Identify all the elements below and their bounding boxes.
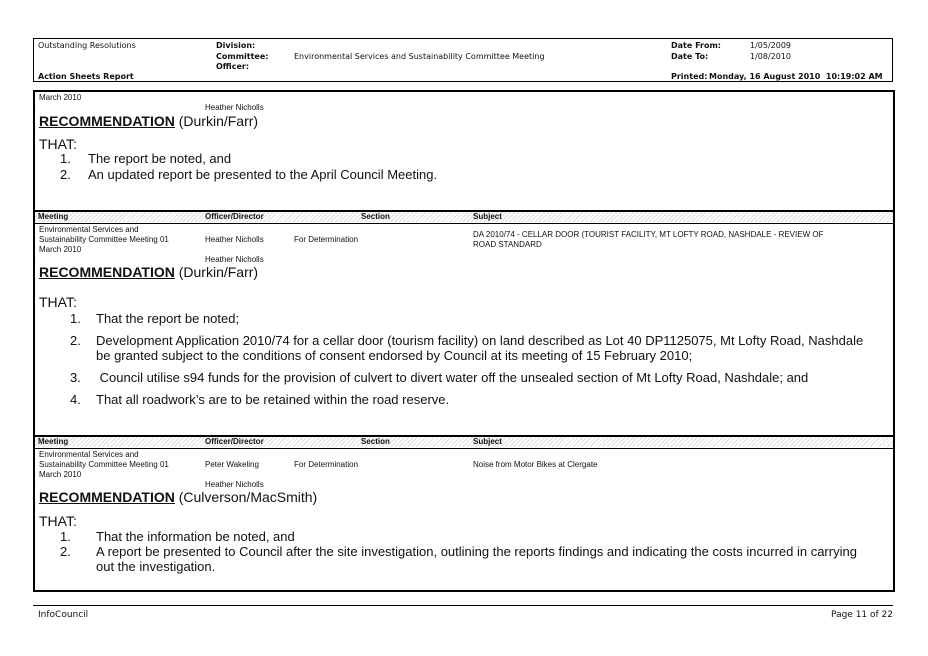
record3-rec-movers: (Culverson/MacSmith) xyxy=(178,489,318,505)
record2-meeting-l2: Sustainability Committee Meeting 01 xyxy=(39,235,169,244)
date-to-label: Date To: xyxy=(671,52,709,61)
record3-officer: Peter Wakeling xyxy=(205,460,259,469)
committee-label: Committee: xyxy=(216,52,269,61)
col-meeting: Meeting xyxy=(38,437,69,446)
col-meeting: Meeting xyxy=(38,212,69,221)
record2-officer: Heather Nicholls xyxy=(205,235,264,244)
record1-item-num: 2. xyxy=(60,167,71,182)
page-number: Page 11 of 22 xyxy=(831,610,893,620)
record3-subject: Noise from Motor Bikes at Clergate xyxy=(473,460,598,469)
printed-label: Printed: xyxy=(671,72,708,81)
record2-item-text: Development Application 2010/74 for a cellar door (tourism facility) on land described as Lot 40 DP1125075, Mt Lofty Road, Nashdale xyxy=(96,333,864,348)
col-officer: Officer/Director xyxy=(205,212,264,221)
record1-rec-movers: (Durkin/Farr) xyxy=(178,113,259,129)
report-subtitle: Action Sheets Report xyxy=(38,72,134,81)
record3-director: Heather Nicholls xyxy=(205,480,264,489)
record2-that: THAT: xyxy=(39,294,77,310)
record2-item-num: 4. xyxy=(70,392,81,407)
footer-left: InfoCouncil xyxy=(38,610,89,620)
record3-meeting-l2: Sustainability Committee Meeting 01 xyxy=(39,460,169,469)
record3-meeting-l3: March 2010 xyxy=(39,470,82,479)
col-section: Section xyxy=(361,437,390,446)
record3-rec-title: RECOMMENDATION xyxy=(39,489,175,505)
record2-item-num: 2. xyxy=(70,333,81,348)
date-to-value: 1/08/2010 xyxy=(750,52,792,61)
date-from-value: 1/05/2009 xyxy=(750,41,792,50)
record2-rec-movers: (Durkin/Farr) xyxy=(178,264,259,280)
record1-recommendation xyxy=(39,113,258,129)
record3-item-text: That the information be noted, and xyxy=(96,529,295,544)
record2-item-text: That all roadwork’s are to be retained within the road reserve. xyxy=(96,392,450,407)
record2-item-num: 3. xyxy=(70,370,81,385)
record3-section: For Determination xyxy=(294,460,359,469)
header-rule xyxy=(35,448,893,449)
printed-value: Monday, 16 August 2010 10:19:02 AM xyxy=(709,72,883,81)
record2-subject-l2: ROAD STANDARD xyxy=(473,240,542,249)
record2-item-text-cont: be granted subject to the conditions of consent endorsed by Council at its meeting of 15 February 2010; xyxy=(96,348,693,363)
record2-meeting-l1: Environmental Services and xyxy=(39,225,139,234)
col-officer: Officer/Director xyxy=(205,437,264,446)
record1-item-num: 1. xyxy=(60,151,71,166)
record1-that: THAT: xyxy=(39,136,77,152)
record1-officer: Heather Nicholls xyxy=(205,103,264,112)
committee-value: Environmental Services and Sustainability Committee Meeting xyxy=(294,52,545,61)
column-header-row xyxy=(35,437,893,447)
col-subject: Subject xyxy=(473,437,502,446)
record1-meeting: March 2010 xyxy=(39,93,82,102)
date-from-label: Date From: xyxy=(671,41,722,50)
record3-item-num: 1. xyxy=(60,529,71,544)
record1-rec-title: RECOMMENDATION xyxy=(39,113,175,129)
record2-meeting-l3: March 2010 xyxy=(39,245,82,254)
record2-item-num: 1. xyxy=(70,311,81,326)
record2-item-text: That the report be noted; xyxy=(96,311,240,326)
footer-rule xyxy=(33,605,893,606)
division-label: Division: xyxy=(216,41,256,50)
record3-recommendation xyxy=(39,489,317,505)
record3-item-num: 2. xyxy=(60,544,71,559)
record3-item-text-cont: out the investigation. xyxy=(96,559,216,574)
header-rule xyxy=(35,223,893,224)
col-section: Section xyxy=(361,212,390,221)
record3-item-text: A report be presented to Council after the site investigation, outlining the reports findings and indicating the costs incurred in carrying xyxy=(96,544,857,559)
record1-item-text: An updated report be presented to the April Council Meeting. xyxy=(88,167,438,182)
record2-section: For Determination xyxy=(294,235,359,244)
column-header-row xyxy=(35,212,893,222)
record3-meeting-l1: Environmental Services and xyxy=(39,450,139,459)
record3-that: THAT: xyxy=(39,513,77,529)
record2-item-text: Council utilise s94 funds for the provision of culvert to divert water off the unsealed section of Mt Lofty Road, Nashdale; and xyxy=(96,370,809,385)
record2-director: Heather Nicholls xyxy=(205,255,264,264)
col-subject: Subject xyxy=(473,212,502,221)
record2-subject-l1: DA 2010/74 - CELLAR DOOR (TOURIST FACILITY, MT LOFTY ROAD, NASHDALE - REVIEW OF xyxy=(473,230,824,239)
record2-recommendation xyxy=(39,264,258,280)
report-title: Outstanding Resolutions xyxy=(38,41,136,50)
record1-item-text: The report be noted, and xyxy=(88,151,232,166)
record2-rec-title: RECOMMENDATION xyxy=(39,264,175,280)
officer-label: Officer: xyxy=(216,62,250,71)
